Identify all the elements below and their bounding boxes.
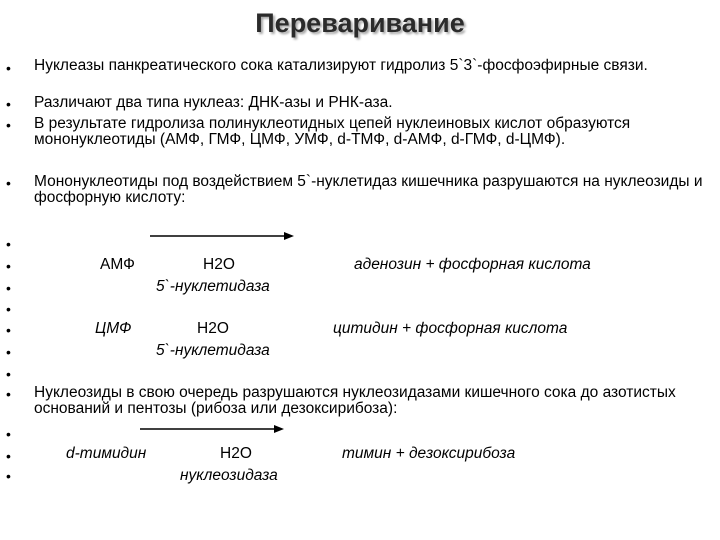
bullet: • <box>6 448 11 464</box>
paragraph-hydrolysis-products: В результате гидролиза полинуклеотидных цепей нуклеиновых кислот образуются мононуклеотиды (АМФ, ГМФ, ЦМФ, УМФ, d-ТМФ, d-АМФ, d-ГМФ, d-ЦМФ). <box>34 115 631 148</box>
bullet: • <box>6 96 11 112</box>
bullet: • <box>6 322 11 338</box>
reaction-reagent: H2O <box>197 320 229 337</box>
bullet: • <box>6 117 11 133</box>
slide-title: Переваривание <box>255 8 465 38</box>
reaction-enzyme: 5`-нуклетидаза <box>156 278 270 295</box>
bullet: • <box>6 366 11 382</box>
reaction-enzyme: 5`-нуклетидаза <box>156 342 270 359</box>
bullet: • <box>6 175 11 191</box>
reaction-arrow <box>150 230 295 242</box>
paragraph-mononucleotides: Мононуклеотиды под воздействием 5`-нуклетидаз кишечника разрушаются на нуклеозиды и фосфорную кислоту: <box>34 173 703 206</box>
reaction-arrow <box>140 423 285 435</box>
bullet: • <box>6 468 11 484</box>
reaction-products: цитидин + фосфорная кислота <box>333 320 568 337</box>
paragraph-nuclease-types: Различают два типа нуклеаз: ДНК-азы и РНК-аза. <box>34 94 393 111</box>
bullet: • <box>6 236 11 252</box>
reaction-substrate: АМФ <box>100 256 135 273</box>
bullet: • <box>6 301 11 317</box>
reaction-products: аденозин + фосфорная кислота <box>354 256 591 273</box>
bullet: • <box>6 344 11 360</box>
reaction-substrate: d-тимидин <box>66 445 147 462</box>
reaction-reagent: H2O <box>203 256 235 273</box>
bullet: • <box>6 60 11 76</box>
paragraph-nucleases: Нуклеазы панкреатического сока катализируют гидролиз 5`3`-фосфоэфирные связи. <box>34 57 648 74</box>
bullet: • <box>6 258 11 274</box>
bullet: • <box>6 426 11 442</box>
bullet: • <box>6 280 11 296</box>
reaction-reagent: H2O <box>220 445 252 462</box>
reaction-enzyme: нуклеозидаза <box>180 467 278 484</box>
paragraph-nucleosides: Нуклеозиды в свою очередь разрушаются нуклеозидазами кишечного сока до азотистых оснований и пентозы (рибоза или дезоксирибоза): <box>34 384 676 417</box>
bullet: • <box>6 386 11 402</box>
reaction-substrate: ЦМФ <box>95 320 132 337</box>
reaction-products: тимин + дезоксирибоза <box>342 445 516 462</box>
